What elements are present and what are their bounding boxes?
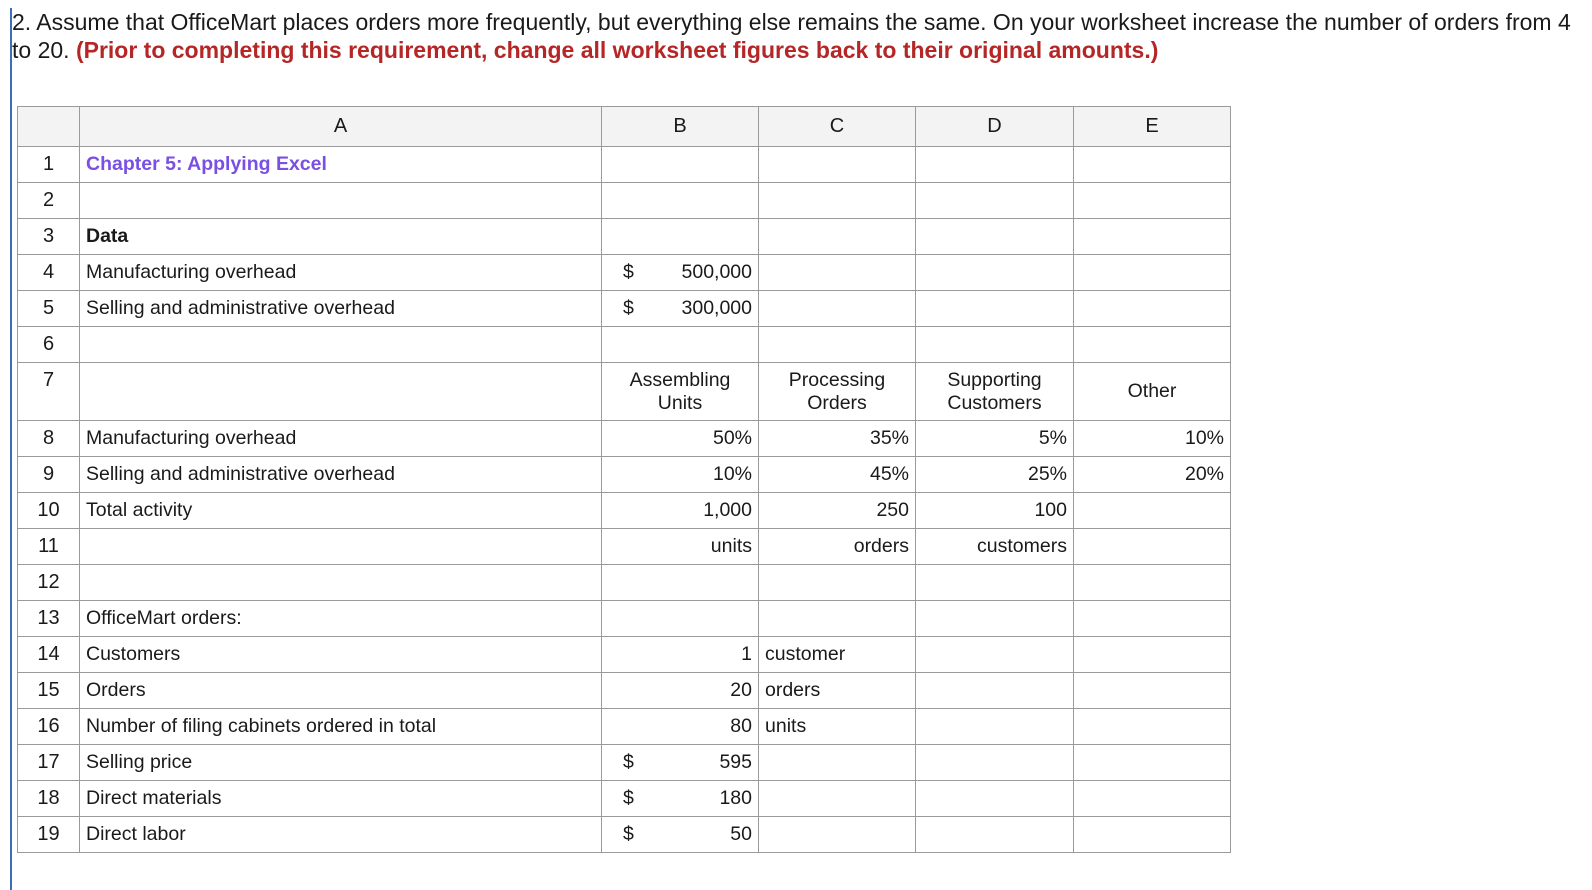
row-header[interactable]: 8 (18, 421, 80, 457)
column-header-d[interactable]: D (916, 107, 1074, 147)
cell-e3[interactable] (1074, 219, 1231, 255)
cell-d8[interactable]: 5% (916, 421, 1074, 457)
cell-b8[interactable]: 50% (602, 421, 759, 457)
cell-a10[interactable]: Total activity (80, 493, 602, 529)
column-header-a[interactable]: A (80, 107, 602, 147)
row-header[interactable]: 9 (18, 457, 80, 493)
row-header[interactable]: 12 (18, 565, 80, 601)
cell-value: 180 (719, 787, 752, 809)
cell-c14[interactable]: customer (759, 637, 916, 673)
cell-b12[interactable] (602, 565, 759, 601)
cell-a13[interactable]: OfficeMart orders: (80, 601, 602, 637)
cell-c10[interactable]: 250 (759, 493, 916, 529)
cell-b13[interactable] (602, 601, 759, 637)
row-header[interactable]: 14 (18, 637, 80, 673)
corner-cell (18, 107, 80, 147)
cell-c4[interactable] (759, 255, 916, 291)
row-header[interactable]: 19 (18, 817, 80, 853)
cell-c2[interactable] (759, 183, 916, 219)
cell-c19[interactable] (759, 817, 916, 853)
cell-d5[interactable] (916, 291, 1074, 327)
cell-c7[interactable] (759, 363, 916, 421)
cell-d19[interactable] (916, 817, 1074, 853)
row-header[interactable]: 15 (18, 673, 80, 709)
cell-d14[interactable] (916, 637, 1074, 673)
cell-e16[interactable] (1074, 709, 1231, 745)
cell-c1[interactable] (759, 147, 916, 183)
table-row (18, 637, 1231, 673)
cell-d4[interactable] (916, 255, 1074, 291)
cell-e2[interactable] (1074, 183, 1231, 219)
table-row (18, 147, 1231, 183)
cell-line: Units (657, 391, 703, 414)
cell-value: 300,000 (681, 297, 752, 319)
cell-e17[interactable] (1074, 745, 1231, 781)
cell-b18[interactable] (602, 781, 759, 817)
column-header-row (18, 107, 1231, 147)
cell-d1[interactable] (916, 147, 1074, 183)
table-row (18, 421, 1231, 457)
cell-e14[interactable] (1074, 637, 1231, 673)
cell-d18[interactable] (916, 781, 1074, 817)
currency-symbol: $ (623, 787, 634, 809)
currency-symbol: $ (623, 751, 634, 773)
cell-c3[interactable] (759, 219, 916, 255)
cell-e6[interactable] (1074, 327, 1231, 363)
cell-a9[interactable]: Selling and administrative overhead (80, 457, 602, 493)
table-row (18, 493, 1231, 529)
cell-e5[interactable] (1074, 291, 1231, 327)
cell-a12[interactable] (80, 565, 602, 601)
cell-d17[interactable] (916, 745, 1074, 781)
cell-e18[interactable] (1074, 781, 1231, 817)
table-row (18, 457, 1231, 493)
row-header[interactable]: 13 (18, 601, 80, 637)
cell-c5[interactable] (759, 291, 916, 327)
cell-a1[interactable]: Chapter 5: Applying Excel (80, 147, 602, 183)
cell-b1[interactable] (602, 147, 759, 183)
cell-a5[interactable]: Selling and administrative overhead (80, 291, 602, 327)
cell-b11[interactable]: units (602, 529, 759, 565)
cell-d16[interactable] (916, 709, 1074, 745)
cell-c12[interactable] (759, 565, 916, 601)
cell-c18[interactable] (759, 781, 916, 817)
cell-d13[interactable] (916, 601, 1074, 637)
table-row (18, 781, 1231, 817)
column-header-c[interactable]: C (759, 107, 916, 147)
cell-d10[interactable]: 100 (916, 493, 1074, 529)
table-row (18, 291, 1231, 327)
worksheet-table (17, 106, 1231, 853)
cell-b16[interactable]: 80 (602, 709, 759, 745)
cell-e9[interactable]: 20% (1074, 457, 1231, 493)
cell-a14[interactable]: Customers (80, 637, 602, 673)
cell-a3[interactable]: Data (80, 219, 602, 255)
cell-value: 50 (730, 823, 752, 845)
column-header-e[interactable]: E (1074, 107, 1231, 147)
cell-e10[interactable] (1074, 493, 1231, 529)
cell-a16[interactable]: Number of filing cabinets ordered in total (80, 709, 602, 745)
cell-b3[interactable] (602, 219, 759, 255)
cell-c6[interactable] (759, 327, 916, 363)
cell-a4[interactable]: Manufacturing overhead (80, 255, 602, 291)
cell-b15[interactable]: 20 (602, 673, 759, 709)
cell-d2[interactable] (916, 183, 1074, 219)
cell-c11[interactable]: orders (759, 529, 916, 565)
row-header[interactable]: 17 (18, 745, 80, 781)
row-header[interactable]: 1 (18, 147, 80, 183)
row-header[interactable]: 3 (18, 219, 80, 255)
table-row (18, 673, 1231, 709)
cell-b6[interactable] (602, 327, 759, 363)
row-header[interactable]: 10 (18, 493, 80, 529)
cell-e11[interactable] (1074, 529, 1231, 565)
table-row (18, 709, 1231, 745)
cell-d7[interactable] (916, 363, 1074, 421)
cell-a8[interactable]: Manufacturing overhead (80, 421, 602, 457)
cell-e7[interactable]: Other (1074, 363, 1231, 421)
cell-d11[interactable]: customers (916, 529, 1074, 565)
row-header[interactable]: 4 (18, 255, 80, 291)
cell-line: Assembling (629, 368, 731, 391)
question-body: 2. Assume that OfficeMart places orders more frequently, but everything else remains the same. On your worksheet increase the number of orders from 4 to 20. (12, 9, 1571, 63)
cell-a6[interactable] (80, 327, 602, 363)
table-row (18, 219, 1231, 255)
cell-line: Customers (947, 391, 1042, 414)
cell-a18[interactable]: Direct materials (80, 781, 602, 817)
column-header-b[interactable]: B (602, 107, 759, 147)
cell-c17[interactable] (759, 745, 916, 781)
table-row (18, 529, 1231, 565)
cell-b10[interactable]: 1,000 (602, 493, 759, 529)
cell-a15[interactable]: Orders (80, 673, 602, 709)
cell-e1[interactable] (1074, 147, 1231, 183)
currency-symbol: $ (623, 261, 634, 283)
cell-b19[interactable] (602, 817, 759, 853)
cell-d3[interactable] (916, 219, 1074, 255)
row-header[interactable]: 5 (18, 291, 80, 327)
row-header[interactable]: 11 (18, 529, 80, 565)
row-header[interactable]: 16 (18, 709, 80, 745)
cell-e13[interactable] (1074, 601, 1231, 637)
left-margin-rule (10, 8, 12, 890)
cell-b5[interactable] (602, 291, 759, 327)
cell-line: Supporting (947, 368, 1042, 391)
cell-a11[interactable] (80, 529, 602, 565)
table-row (18, 817, 1231, 853)
cell-b17[interactable] (602, 745, 759, 781)
cell-d12[interactable] (916, 565, 1074, 601)
currency-symbol: $ (623, 297, 634, 319)
cell-c15[interactable]: orders (759, 673, 916, 709)
cell-d9[interactable]: 25% (916, 457, 1074, 493)
cell-value: 500,000 (681, 261, 752, 283)
table-row (18, 183, 1231, 219)
cell-b4[interactable] (602, 255, 759, 291)
currency-symbol: $ (623, 823, 634, 845)
table-row (18, 363, 1231, 421)
cell-e8[interactable]: 10% (1074, 421, 1231, 457)
cell-c13[interactable] (759, 601, 916, 637)
cell-a2[interactable] (80, 183, 602, 219)
question-text (12, 8, 1572, 64)
cell-a7[interactable] (80, 363, 602, 421)
cell-c8[interactable]: 35% (759, 421, 916, 457)
cell-e4[interactable] (1074, 255, 1231, 291)
row-header[interactable]: 2 (18, 183, 80, 219)
cell-e12[interactable] (1074, 565, 1231, 601)
row-header[interactable]: 7 (18, 363, 80, 421)
row-header[interactable]: 18 (18, 781, 80, 817)
cell-c16[interactable]: units (759, 709, 916, 745)
cell-a17[interactable]: Selling price (80, 745, 602, 781)
cell-b9[interactable]: 10% (602, 457, 759, 493)
cell-a19[interactable]: Direct labor (80, 817, 602, 853)
question-emphasis: (Prior to completing this requirement, change all worksheet figures back to their original amounts.) (75, 37, 1159, 63)
cell-value: 595 (719, 751, 752, 773)
cell-line: Orders (807, 391, 867, 414)
cell-d6[interactable] (916, 327, 1074, 363)
cell-c9[interactable]: 45% (759, 457, 916, 493)
table-row (18, 327, 1231, 363)
cell-line: Processing (788, 368, 886, 391)
cell-d15[interactable] (916, 673, 1074, 709)
table-row (18, 601, 1231, 637)
table-row (18, 745, 1231, 781)
cell-b7[interactable] (602, 363, 759, 421)
cell-e15[interactable] (1074, 673, 1231, 709)
cell-b14[interactable]: 1 (602, 637, 759, 673)
table-row (18, 565, 1231, 601)
cell-e19[interactable] (1074, 817, 1231, 853)
table-row (18, 255, 1231, 291)
cell-b2[interactable] (602, 183, 759, 219)
row-header[interactable]: 6 (18, 327, 80, 363)
